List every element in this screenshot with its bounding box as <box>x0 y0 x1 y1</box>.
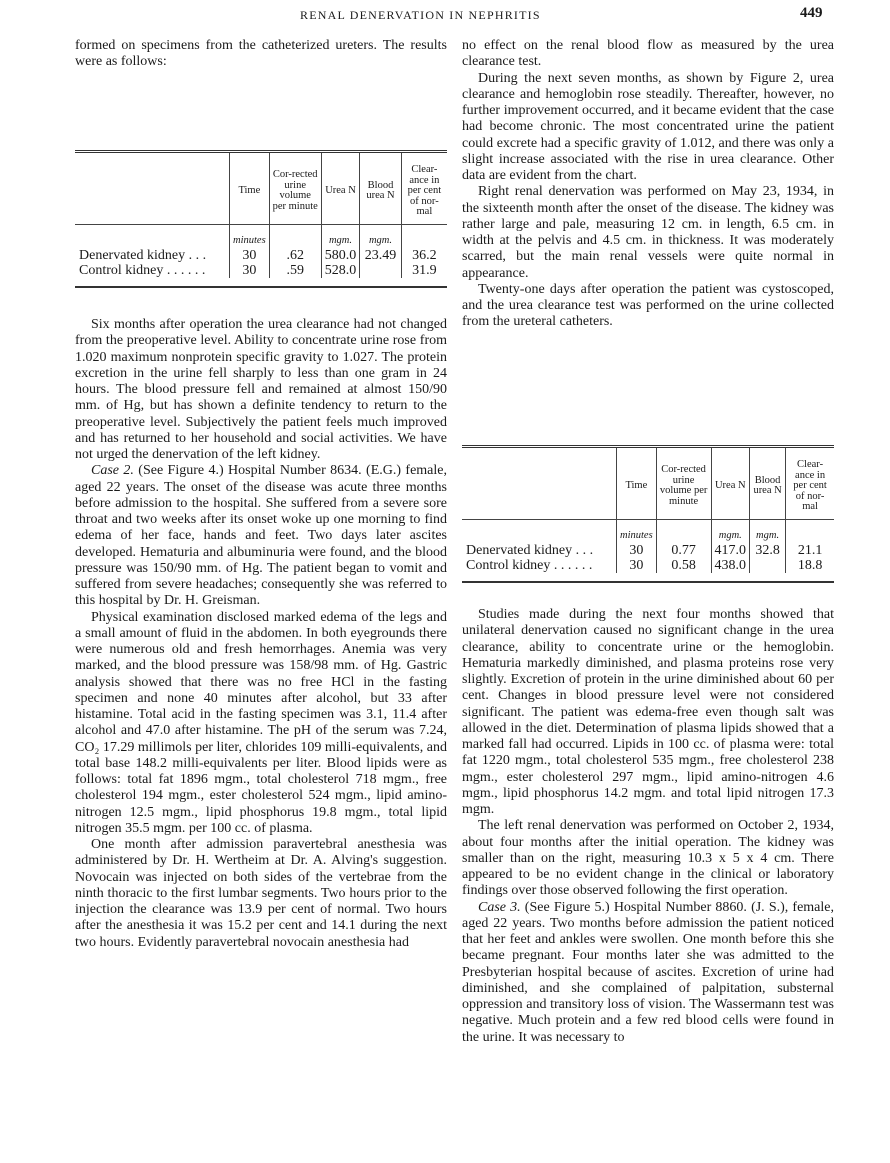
paragraph: During the next seven months, as shown by Figure 2, urea clearance and hemoglobin rose steadily. Thereafter, however, no further improvement occurred, and it became evident that the case had become chronic. The most concentrated urine the patient could excrete had a specific gravity of 1.012, and there was only a slight increase associated with the rise in urea clearance. Other data are evident from the chart. <box>462 70 834 183</box>
unit-blood: mgm. <box>360 224 402 248</box>
col-header-volume: Cor-rected urine volume per minute <box>656 448 711 519</box>
unit-urea: mgm. <box>711 519 750 543</box>
col-header-urea: Urea N <box>711 448 750 519</box>
cell-blood: 23.49 <box>360 248 402 263</box>
table-row <box>75 263 447 278</box>
paragraph <box>75 463 447 609</box>
unit-blood: mgm. <box>750 519 786 543</box>
paragraph: Twenty-one days after operation the patient was cystoscoped, and the urea clearance test was performed on the urine collected from the ureteral catheters. <box>462 281 834 330</box>
cell-urea: 528.0 <box>321 263 360 278</box>
left-column-top <box>75 38 447 71</box>
row-label: Denervated kidney . . . <box>466 542 594 558</box>
table-1 <box>75 150 447 288</box>
col-header-blood: Blood urea N <box>750 448 786 519</box>
paragraph: One month after admission paravertebral anesthesia was administered by Dr. H. Wertheim at Dr. A. Alving's suggestion. Novocain was injected on both sides of the vertebrae from the ninth thoracic to the first lumbar segments. Two hours prior to the injection the clearance was 13.9 per cent of normal. Two hours after the anesthesia it was 15.2 per cent and 14.1 during the next two hours. Evidently paravertebral novocain anesthesia had <box>75 837 447 950</box>
paragraph: formed on specimens from the catheterized ureters. The results were as follows: <box>75 38 447 70</box>
cell-urea: 580.0 <box>321 248 360 263</box>
row-label: Control kidney . . . . . . <box>79 262 206 278</box>
unit-urea: mgm. <box>321 224 360 248</box>
cell-blood: 32.8 <box>750 543 786 558</box>
cell-blood <box>750 558 786 573</box>
table-row <box>75 248 447 263</box>
col-header-time: Time <box>617 448 657 519</box>
cell-volume: .62 <box>269 248 321 263</box>
cell-time: 30 <box>617 543 657 558</box>
case-label: Case 2. <box>91 463 134 479</box>
cell-time: 30 <box>230 248 270 263</box>
col-header-time: Time <box>230 153 270 224</box>
col-header-clearance: Clear-ance in per cent of nor-mal <box>786 448 834 519</box>
cell-volume: 0.77 <box>656 543 711 558</box>
paragraph <box>462 900 834 1046</box>
running-title: RENAL DENERVATION IN NEPHRITIS <box>300 8 541 22</box>
cell-clearance: 18.8 <box>786 558 834 573</box>
paragraph: no effect on the renal blood flow as measured by the urea clearance test. <box>462 38 834 70</box>
cell-urea: 438.0 <box>711 558 750 573</box>
cell-time: 30 <box>230 263 270 278</box>
paragraph: The left renal denervation was performed on October 2, 1934, about four months after the initial operation. The kidney was smaller than on the right, measuring 10.3 x 5 x 4 cm. There appeared to be no evident change in the clinical or laboratory findings over those observed following the first operation. <box>462 818 834 899</box>
table-row <box>462 543 834 558</box>
paragraph: Right renal denervation was performed on May 23, 1934, in the sixteenth month after the onset of the disease. The kidney was rather large and pale, measuring 12 cm. in length, 6.5 cm. in width at the pelvis and 4.5 cm. in thickness. It was moderately scarred, but the main renal vessels were quite normal in appearance. <box>462 184 834 281</box>
paragraph: Six months after operation the urea clearance had not changed from the preoperative level. Ability to concentrate urine rose from 1.020 maximum nonprotein specific gravity to 1.027. The protein excretion in the urine fell sharply to less than one gram in 24 hours. The blood pressure fell and remained at almost 150/90 mm. of Hg, but has shown a definite tendency to return to the preoperative level. Subjectively the patient feels much improved and has returned to her household and social activities. We have not urged the denervation of the left kidney. <box>75 317 447 462</box>
table-2 <box>462 445 834 583</box>
col-header-urea: Urea N <box>321 153 360 224</box>
col-header-volume: Cor-rected urine volume per minute <box>269 153 321 224</box>
cell-volume: .59 <box>269 263 321 278</box>
cell-volume: 0.58 <box>656 558 711 573</box>
row-label: Denervated kidney . . . <box>79 247 207 263</box>
right-column-body <box>462 607 834 1046</box>
left-column-body <box>75 317 447 951</box>
cell-blood <box>360 263 402 278</box>
cell-time: 30 <box>617 558 657 573</box>
table-row <box>462 558 834 573</box>
unit-time: minutes <box>230 224 270 248</box>
row-label: Control kidney . . . . . . <box>466 557 593 573</box>
case-label: Case 3. <box>478 899 521 915</box>
unit-time: minutes <box>617 519 657 543</box>
page-number: 449 <box>800 5 823 21</box>
cell-clearance: 36.2 <box>401 248 447 263</box>
cell-urea: 417.0 <box>711 543 750 558</box>
paragraph-text: (See Figure 4.) Hospital Number 8634. (E.G.) female, aged 22 years. The onset of the disease was acute three months before admission to the hospital. She suffered from a severe sore throat and two weeks after its onset woke up one morning to find edema of her face, hands and feet. Two days later ascites developed. Hematuria and albuminuria were found, and the blood pressure was 150/90 mm. of Hg. The patient began to vomit and suffered from severe headaches; consequently she was referred to this hospital by Dr. H. Greisman. <box>75 463 447 609</box>
right-column-top <box>462 38 834 331</box>
col-header-clearance: Clear-ance in per cent of nor-mal <box>401 153 447 224</box>
col-header-blood: Blood urea N <box>360 153 402 224</box>
paragraph-text: (See Figure 5.) Hospital Number 8860. (J. S.), female, aged 22 years. Two months before admission the patient noticed that her feet and ankles were swollen. One month before this she became pregnant. Four months later she was admitted to the Presbyterian hospital because of ascites. Excretion of urine had diminished, and she complained of palpitation, substernal oppression and transitory loss of vision. The Wassermann test was negative. Much protein and a few red blood cells were found in the urine. It was necessary to <box>462 899 834 1045</box>
cell-clearance: 21.1 <box>786 543 834 558</box>
cell-clearance: 31.9 <box>401 263 447 278</box>
paragraph: Studies made during the next four months showed that unilateral denervation caused no significant change in the urea clearance, ability to concentrate urine or the hemoglobin. Hematuria markedly diminished, and plasma proteins rose very slightly. Excretion of protein in the urine diminished about 60 per cent. Changes in blood pressure level were not considered significant. The patient was edema-free even though salt was allowed in the diet. Determination of plasma lipids showed that a marked fall had occurred. Lipids in 100 cc. of plasma were: total fat 1220 mgm., total cholesterol 535 mgm., free cholesterol 238 mgm., ester cholesterol 297 mgm., lipid amino-nitrogen 4.6 mgm., lipid phosphorus 14.2 mgm. and total lipid nitrogen 17.3 mgm. <box>462 607 834 817</box>
paragraph: Physical examination disclosed marked edema of the legs and a small amount of fluid in the abdomen. In both eyegrounds there were numerous old and fresh hemorrhages. Anemia was very marked, and the blood pressure was 158/98 mm. of Hg. Gastric analysis showed that there was no free HCl in the fasting specimen and none 40 minutes after alcohol, but 33 after histamine. Total acid in the fasting specimen was 3.1, 11.4 after alcohol and 47.0 after histamine. The pH of the serum was 7.24, CO₂ 17.29 millimols per liter, chlorides 109 milli-equivalents, and total base 148.2 milli-equivalents per liter. Blood lipids were as follows: total fat 1896 mgm., total cholesterol 718 mgm., free cholesterol 194 mgm., ester cholesterol 524 mgm., lipid amino-nitrogen 12.5 mgm., lipid phosphorus 19.8 mgm., total lipid nitrogen 35.5 mgm. per 100 cc. of plasma. <box>75 609 447 836</box>
